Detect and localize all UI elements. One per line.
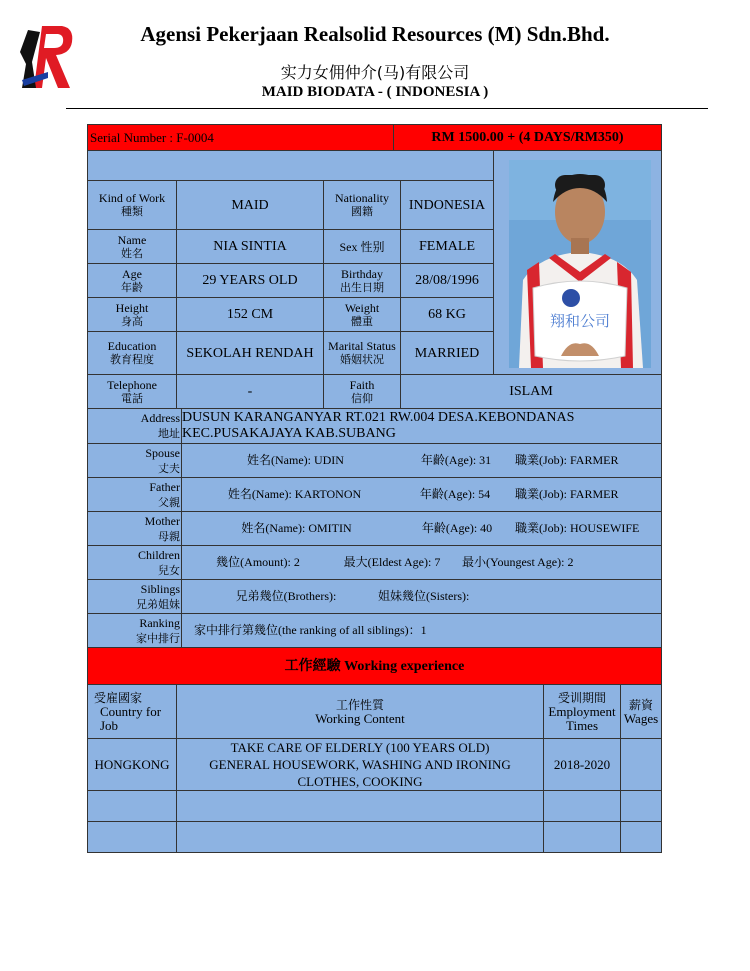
spouse-label-en: Spouse [145,445,180,460]
work-empty-cell [620,821,662,853]
siblings-label-cn: 兄弟姐妹 [136,597,180,611]
address-value [181,408,662,444]
work-row-country: HONGKONG [87,738,177,791]
father-label [87,477,182,512]
serial-number [87,124,394,151]
name-label-en: Name [117,232,147,247]
faith-value: ISLAM [400,374,662,409]
marital-label-cn: 婚姻状况 [340,353,384,366]
work-empty-cell [176,790,544,822]
work-content-line-3: CLOTHES, COOKING [297,774,423,789]
serial-number-text: Serial Number : F-0004 [90,130,214,145]
birthday-label-en: Birthday [341,266,383,281]
ranking-label-cn: 家中排行 [136,631,180,645]
kind-value: MAID [176,180,324,230]
children-info [181,545,662,580]
weight-label-cn: 體重 [351,314,373,328]
faith-label-cn: 信仰 [351,391,373,405]
kind-label-en: Kind of Work [98,191,166,205]
col-period-en: Employment Times [548,703,616,733]
mother-label-en: Mother [144,513,180,528]
work-empty-cell [87,790,177,822]
work-empty-cell [620,790,662,822]
mother-name: 姓名(Name): OMITIN [241,521,352,535]
col-wages-cn: 薪資 [628,697,653,712]
children-label-cn: 兒女 [158,563,180,577]
work-empty-cell [543,790,621,822]
ranking-info [181,613,662,648]
faith-label [323,374,401,409]
mother-info [181,511,662,546]
company-name: Agensi Pekerjaan Realsolid Resources (M) Sdn.Bhd. [140,22,610,46]
children-label [87,545,182,580]
siblings-brothers: 兄弟幾位(Brothers): [235,589,337,603]
work-row-wages [620,738,662,791]
siblings-info [181,579,662,614]
work-row-period: 2018-2020 [543,738,621,791]
work-content-line-2: GENERAL HOUSEWORK, WASHING AND IRONING [209,757,511,772]
telephone-value: - [176,374,324,409]
ranking-label [87,613,182,648]
col-period-cn: 受训期間 [557,690,606,705]
sex-label-text: Sex 性别 [339,239,385,254]
weight-label-en: Weight [344,300,380,315]
father-label-cn: 父親 [158,495,180,509]
father-label-en: Father [149,479,180,494]
document-title: MAID BIODATA - ( INDONESIA ) [261,84,489,100]
height-label [87,297,177,332]
col-wages-header [620,684,662,739]
nationality-label-en: Nationality [335,191,389,205]
price-cell [393,124,662,151]
education-value: SEKOLAH RENDAH [176,331,324,375]
mother-label-cn: 母親 [158,529,180,543]
father-name: 姓名(Name): KARTONON [227,487,362,501]
siblings-label-en: Siblings [140,581,180,596]
col-country-cn: 受雇國家 [94,690,143,705]
weight-label [323,297,401,332]
col-wages-en: Wages [623,710,659,726]
name-label-cn: 姓名 [121,246,143,260]
work-content-line-1: TAKE CARE OF ELDERLY (100 YEARS OLD) [230,740,490,755]
spouse-name: 姓名(Name): UDIN [247,453,344,467]
work-row-content [176,738,544,791]
marital-value: MARRIED [400,331,494,375]
height-label-en: Height [115,300,149,315]
education-label [87,331,177,375]
children-youngest: 最小(Youngest Age): 2 [462,555,574,569]
col-content-header [176,684,544,739]
weight-value: 68 KG [400,297,494,332]
children-label-en: Children [138,547,180,562]
kind-label-cn: 種類 [121,205,143,218]
mother-age: 年齡(Age): 40 [421,521,493,535]
marital-label-en: Marital Status [328,339,396,353]
col-period-header [543,684,621,739]
spouse-label-cn: 丈夫 [158,461,180,475]
sex-value: FEMALE [400,229,494,264]
siblings-sisters: 姐妹幾位(Sisters): [378,589,470,603]
education-label-en: Education [107,339,157,353]
address-label [87,408,182,444]
spouse-job: 職業(Job): FARMER [515,453,619,467]
age-value: 29 YEARS OLD [176,263,324,298]
height-value: 152 CM [176,297,324,332]
birthday-label-cn: 出生日期 [340,280,384,294]
spouse-info [181,443,662,478]
father-age: 年齡(Age): 54 [419,487,491,501]
maid-photo [509,160,651,368]
address-line-1: DUSUN KARANGANYAR RT.021 RW.004 DESA.KEBONDANAS [182,410,575,425]
price-text: RM 1500.00 + (4 DAYS/RM350) [431,130,624,145]
address-line-2: KEC.PUSAKAJAYA KAB.SUBANG [182,426,396,441]
mother-label [87,511,182,546]
mother-job: 職業(Job): HOUSEWIFE [515,521,640,535]
education-label-cn: 教育程度 [110,353,154,366]
kind-label [87,180,177,230]
father-info [181,477,662,512]
nationality-label [323,180,401,230]
name-label [87,229,177,264]
age-label-cn: 年齡 [121,280,143,294]
col-content-cn: 工作性質 [335,697,384,712]
birthday-label [323,263,401,298]
col-content-en: Working Content [315,710,405,726]
height-label-cn: 身高 [121,314,143,328]
work-section-title [87,647,662,685]
blank-row [87,150,494,181]
apron-logo-text: 翔和公司 [549,312,611,330]
age-label-en: Age [122,266,142,281]
work-section-title-text: 工作經驗 Working experience [284,658,465,674]
company-name-cn: 实力女佣仲介(马)有限公司 [280,63,470,82]
telephone-label-cn: 電話 [121,391,143,405]
birthday-value: 28/08/1996 [400,263,494,298]
spouse-label [87,443,182,478]
spouse-age: 年齡(Age): 31 [420,453,492,467]
father-job: 職業(Job): FARMER [515,487,619,501]
telephone-label [87,374,177,409]
col-country-en: Country for Job [100,703,162,733]
work-empty-cell [87,821,177,853]
document-header [0,0,750,110]
faith-label-en: Faith [349,377,375,392]
age-label [87,263,177,298]
address-label-cn: 地址 [158,427,180,440]
work-empty-cell [543,821,621,853]
address-label-en: Address [140,411,180,425]
marital-label [323,331,401,375]
nationality-label-cn: 國籍 [351,205,373,218]
ranking-text: 家中排行第幾位(the ranking of all siblings)：1 [194,623,427,637]
nationality-value: INDONESIA [400,180,494,230]
sex-label [323,229,401,264]
ranking-label-en: Ranking [139,615,180,630]
siblings-label [87,579,182,614]
telephone-label-en: Telephone [107,377,157,392]
header-divider [66,108,708,109]
col-country-header [87,684,177,739]
name-value: NIA SINTIA [176,229,324,264]
work-empty-cell [176,821,544,853]
children-eldest: 最大(Eldest Age): 7 [343,555,441,569]
children-amount: 幾位(Amount): 2 [216,555,300,569]
